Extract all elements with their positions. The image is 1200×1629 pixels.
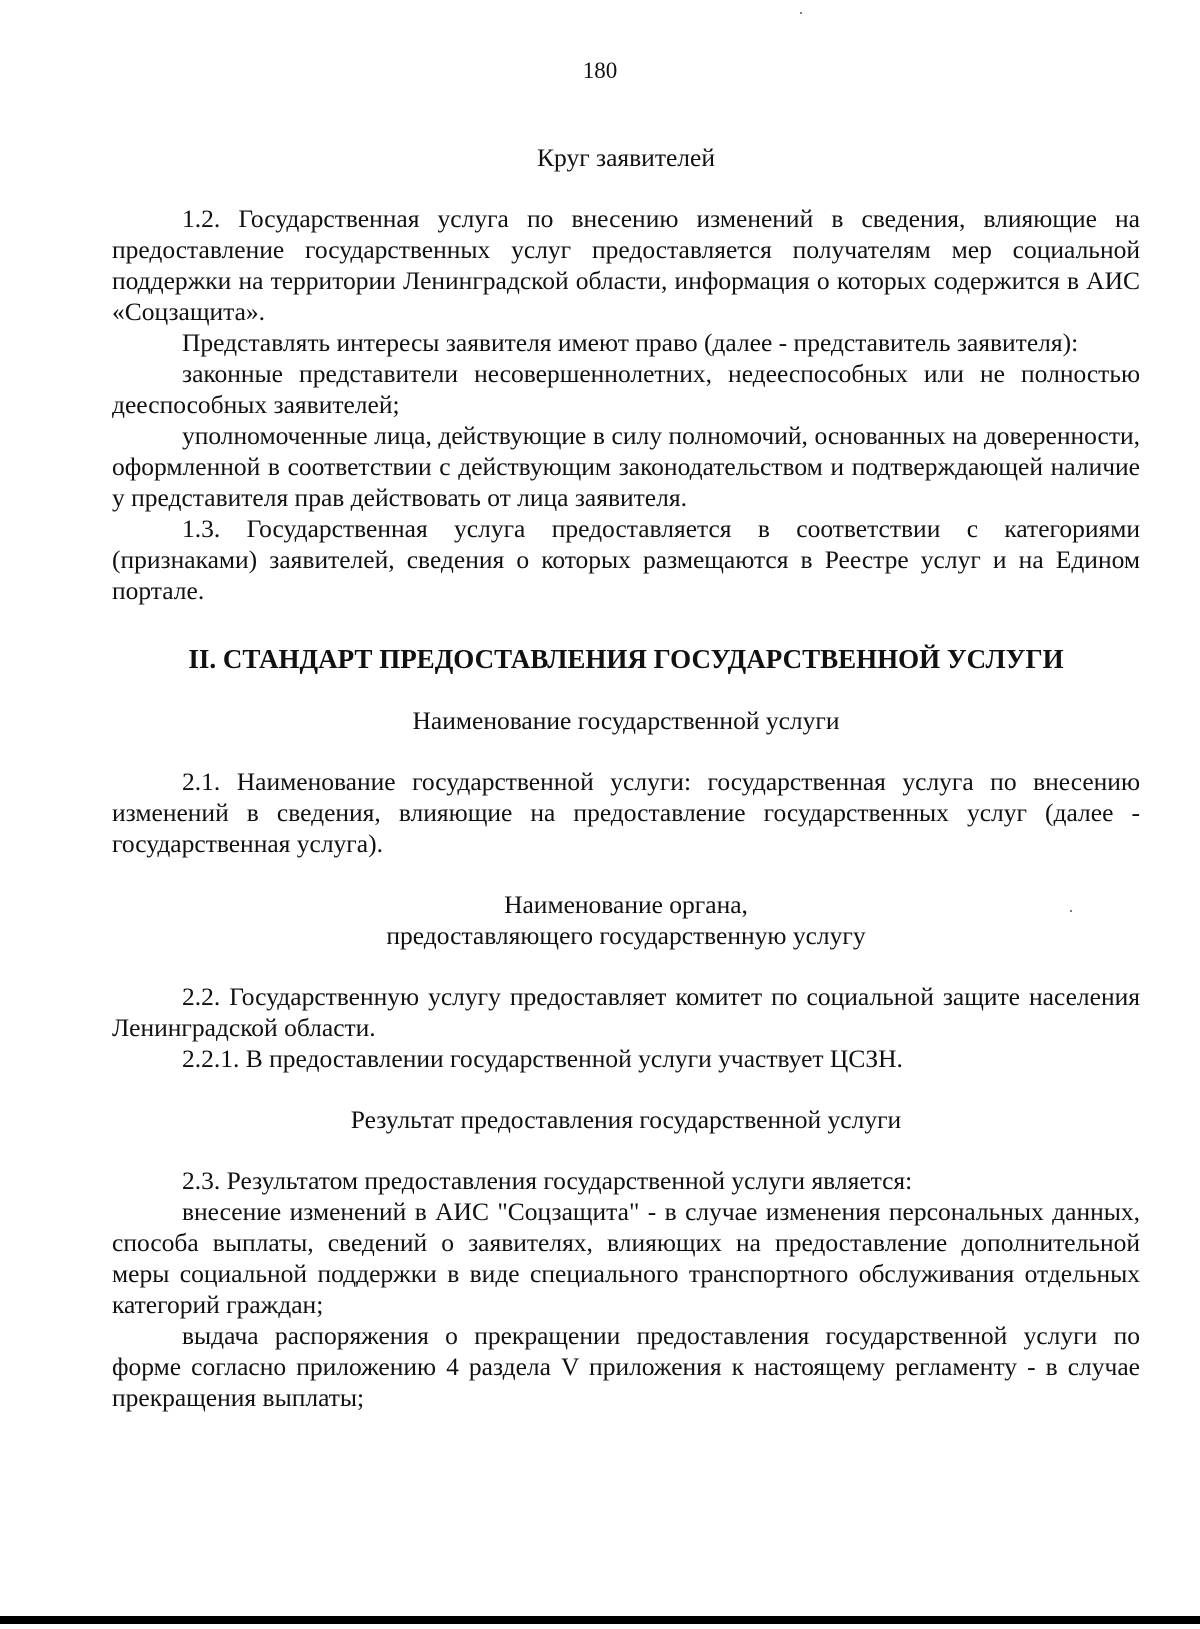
applicants-heading: Круг заявителей: [537, 143, 715, 172]
paragraph-legal-representatives: законные представители несовершеннолетних, недееспособных или не полностью дееспособных заявителей;: [112, 359, 1140, 419]
paragraph-representatives: Представлять интересы заявителя имеют право (далее - представитель заявителя):: [182, 328, 1079, 357]
authority-heading-line-2: предоставляющего государственную услугу: [386, 921, 866, 950]
paragraph-2-3: 2.3. Результатом предоставления государственной услуги является:: [182, 1166, 913, 1195]
paragraph-1-2: 1.2. Государственная услуга по внесению изменений в сведения, влияющие на предоставление государственных услуг предоставляется получателям мер социальной поддержки на территории Ленинградской области, информация о которых содержится в АИС «Соцзащита».: [112, 204, 1140, 326]
scan-speck: [1070, 910, 1072, 912]
scan-speck: [800, 12, 802, 14]
paragraph-result-order: выдача распоряжения о прекращении предоставления государственной услуги по форме согласно приложению 4 раздела V приложения к настоящему регламенту - в случае прекращения выплаты;: [112, 1321, 1140, 1412]
paragraph-2-2: 2.2. Государственную услугу предоставляет комитет по социальной защите населения Ленинградской области.: [112, 982, 1140, 1042]
scan-bottom-edge: [0, 1616, 1200, 1624]
authority-heading-line-1: Наименование органа,: [504, 890, 748, 919]
service-name-heading: Наименование государственной услуги: [412, 706, 840, 735]
result-heading: Результат предоставления государственной услуги: [350, 1105, 902, 1134]
paragraph-1-3: 1.3. Государственная услуга предоставляется в соответствии с категориями (признаками) заявителей, сведения о которых размещаются в Реестре услуг и на Едином портале.: [112, 514, 1140, 605]
page-number: 180: [582, 58, 618, 83]
paragraph-2-2-1: 2.2.1. В предоставлении государственной услуги участвует ЦСЗН.: [182, 1044, 903, 1073]
section-2-title: II. СТАНДАРТ ПРЕДОСТАВЛЕНИЯ ГОСУДАРСТВЕННОЙ УСЛУГИ: [188, 644, 1064, 674]
paragraph-result-changes: внесение изменений в АИС "Соцзащита" - в случае изменения персональных данных, способа выплаты, сведений о заявителях, влияющих на предоставление дополнительной меры социальной поддержки в виде специального транспортного обслуживания отдельных категорий граждан;: [112, 1197, 1140, 1319]
document-body: [112, 142, 1140, 1413]
paragraph-2-1: 2.1. Наименование государственной услуги: государственная услуга по внесению изменений в сведения, влияющие на предоставление государственных услуг (далее - государственная услуга).: [112, 767, 1140, 858]
paragraph-authorized-persons: уполномоченные лица, действующие в силу полномочий, основанных на доверенности, оформленной в соответствии с действующим законодательством и подтверждающей наличие у представителя прав действовать от лица заявителя.: [112, 421, 1140, 512]
